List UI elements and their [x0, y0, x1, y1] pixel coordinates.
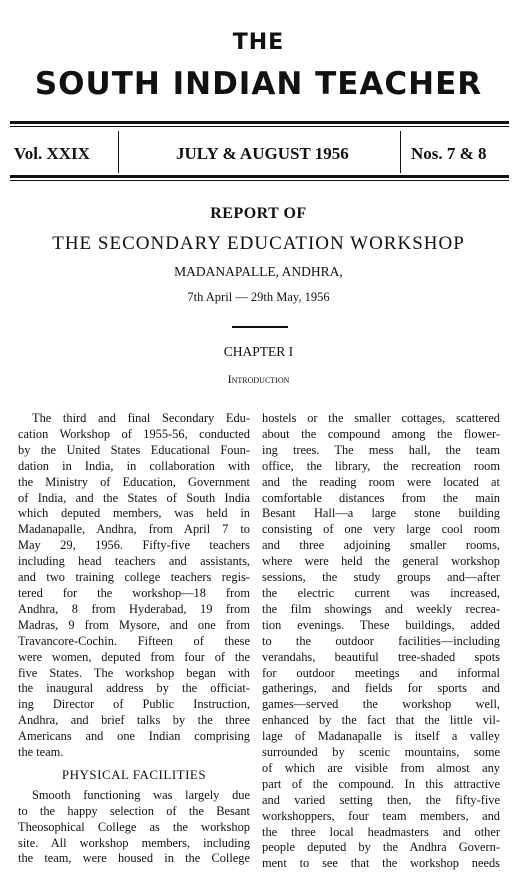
- text-line: Besant Hall—a large stone building: [262, 506, 500, 521]
- text-line: and two training college teachers regis-: [18, 570, 250, 585]
- text-line: the Ministry of Education, Government: [18, 474, 250, 489]
- text-line: of India, and the States of South India: [18, 490, 250, 505]
- text-line: enhanced by the fact that the little vil-: [262, 713, 500, 728]
- text-line: to the outdoor facilities—including: [262, 633, 500, 648]
- text-line: which deputed members, was held in: [18, 506, 250, 521]
- text-line: workshoppers, four team members, and: [262, 808, 500, 823]
- text-line: part of the compound. In this attractive: [262, 776, 500, 791]
- issue-divider-left: [118, 131, 119, 173]
- text-line: site. All workshop members, including: [18, 835, 250, 850]
- text-line: tion evenings. These buildings, added: [262, 617, 500, 632]
- paragraph-introduction: [18, 411, 250, 761]
- text-line: Americans and one Indian comprising: [18, 729, 250, 744]
- text-line: Travancore-Cochin. Fifteen of these: [18, 633, 250, 648]
- text-line: Madras, 9 from Mysore, and one from: [18, 617, 250, 632]
- text-line: ment to see that the workshop needs: [262, 856, 500, 871]
- report-title: THE SECONDARY EDUCATION WORKSHOP: [52, 233, 465, 254]
- text-line: ing trees. The mess hall, the team: [262, 442, 500, 457]
- paragraph-physical-facilities: [18, 788, 250, 868]
- text-line: office, the library, the recreation room: [262, 458, 500, 473]
- text-line: the team, were housed in the College: [18, 851, 250, 866]
- report-dates: 7th April — 29th May, 1956: [187, 290, 330, 304]
- text-line: surrounded by scenic mountains, some: [262, 745, 500, 760]
- masthead-title: SOUTH INDIAN TEACHER: [34, 66, 483, 102]
- heading-divider: [232, 326, 288, 328]
- text-line: where were held the general workshop: [262, 554, 500, 569]
- text-line: lage of Madanapalle is itself a valley: [262, 729, 500, 744]
- text-line: and three adjoining smaller rooms,: [262, 538, 500, 553]
- text-line: Andhra, and brief talks by the three: [18, 713, 250, 728]
- text-line: the inaugural address by the officiat-: [18, 681, 250, 696]
- text-line: dation in India, in collaboration with: [18, 458, 250, 473]
- body-column-left: [18, 411, 250, 867]
- masthead-rule-bottom-thin: [10, 180, 509, 181]
- text-line: Andhra, 8 from Hyderabad, 19 from: [18, 601, 250, 616]
- issue-date: JULY & AUGUST 1956: [176, 144, 349, 163]
- text-line: and varied setting then, the fifty-five: [262, 792, 500, 807]
- body-column-right: [262, 411, 500, 872]
- text-line: games—served the workshop well,: [262, 697, 500, 712]
- issue-divider-right: [400, 131, 401, 173]
- paragraph-physical-facilities-continued: [262, 411, 500, 872]
- text-line: people deputed by the Andhra Govern-: [262, 840, 500, 855]
- text-line: five States. The workshop began with: [18, 665, 250, 680]
- text-line: consisting of one very large cool room: [262, 522, 500, 537]
- chapter-title: Introduction: [227, 372, 290, 386]
- text-line: the team.: [18, 745, 64, 760]
- chapter-number: CHAPTER I: [223, 344, 294, 359]
- text-line: and the reading room were located at: [262, 474, 500, 489]
- text-line: by the United States Educational Foun-: [18, 442, 250, 457]
- text-line: Madanapalle, Andhra, from April 7 to: [18, 522, 250, 537]
- text-line: May 29, 1956. Fifty-five teachers: [18, 538, 250, 553]
- report-location: MADANAPALLE, ANDHRA,: [174, 264, 343, 279]
- masthead-rule-bottom: [10, 175, 509, 178]
- text-line: were women, deputed from four of the: [18, 649, 250, 664]
- report-heading: REPORT OF: [210, 205, 307, 222]
- text-line: the electric current was increased,: [262, 585, 500, 600]
- volume-label: Vol. XXIX: [14, 144, 90, 163]
- text-line: comfortable distances from the main: [262, 490, 500, 505]
- text-line: including head teachers and assistants,: [18, 554, 250, 569]
- text-line: sessions, the study groups and—after: [262, 570, 500, 585]
- text-line: for outdoor meetings and informal: [262, 665, 500, 680]
- text-line: the three local headmasters and other: [262, 824, 500, 839]
- text-line: ing Director of Public Instruction,: [18, 697, 250, 712]
- text-line: verandahs, beautiful tree-shaded spots: [262, 649, 500, 664]
- masthead-the: THE: [232, 30, 285, 55]
- text-line: cation Workshop of 1955-56, conducted: [18, 426, 250, 441]
- text-line: of which are visible from almost any: [262, 760, 500, 775]
- issue-numbers: Nos. 7 & 8: [411, 144, 487, 163]
- text-line: tered for the workshop—18 from: [18, 585, 250, 600]
- text-line: Smooth functioning was largely due: [32, 787, 250, 802]
- text-line: The third and final Secondary Edu-: [32, 411, 250, 425]
- text-line: to the happy selection of the Besant: [18, 803, 250, 818]
- text-line: about the compound among the flower-: [262, 426, 500, 441]
- text-line: gatherings, and fields for sports and: [262, 681, 500, 696]
- masthead-rule-top: [10, 121, 509, 124]
- text-line: the film showings and weekly recrea-: [262, 601, 500, 616]
- text-line: hostels or the smaller cottages, scattered: [262, 411, 500, 425]
- masthead-rule-top-thin: [10, 126, 509, 127]
- subhead-physical-facilities: PHYSICAL FACILITIES: [61, 766, 207, 782]
- text-line: Theosophical College as the workshop: [18, 819, 250, 834]
